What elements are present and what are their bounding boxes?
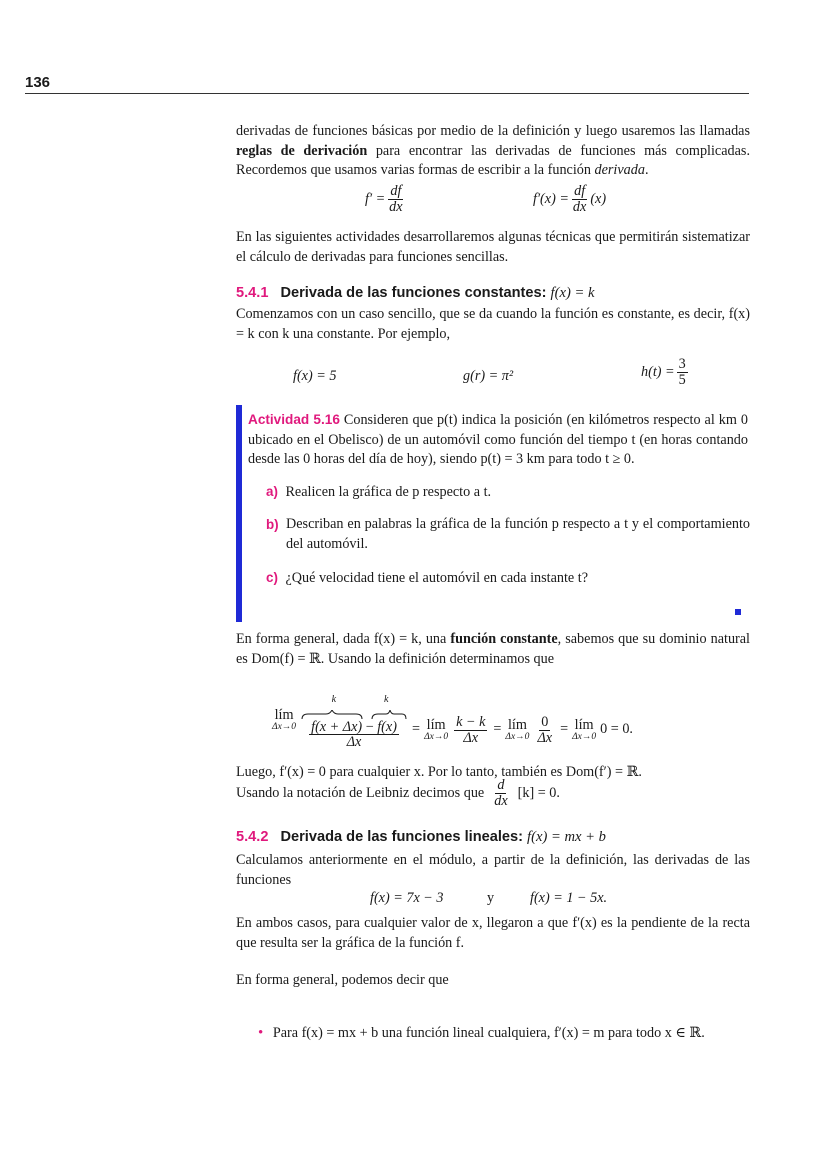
activity-item-a <box>266 482 750 503</box>
lim-word: lím <box>507 717 527 734</box>
item-text-c: ¿Qué velocidad tiene el automóvil en cada instante t? <box>285 570 589 586</box>
quotient-num <box>309 720 399 736</box>
section-heading-5-4-2 <box>236 829 750 846</box>
brace-label-2: k <box>384 694 389 705</box>
notation-b-lhs: f′(x) = <box>533 190 569 207</box>
activity-item-c <box>266 568 750 589</box>
equals-3: = <box>560 721 569 738</box>
func-a: f(x) = 7x − 3 <box>370 890 444 906</box>
minus: − <box>362 718 378 735</box>
limit-2 <box>424 718 448 742</box>
lim-sub: Δx→0 <box>424 731 449 742</box>
intro-line3: Recordemos que usamos varias formas de escribir a la función <box>236 162 595 178</box>
example-h <box>641 357 690 388</box>
lim-word: lím <box>426 717 446 734</box>
intro-paragraph <box>236 122 750 181</box>
limit-equation <box>272 690 633 750</box>
quotient-den: Δx <box>346 734 362 751</box>
bullet-marker: • <box>258 1025 264 1041</box>
bullet-text: Para f(x) = mx + b una función lineal cualquiera, f′(x) = m para todo x ∈ ℝ. <box>272 1025 705 1041</box>
activity-body: Consideren que p(t) indica la posición (en kilómetros respecto al km 0 ubicado en el Obelisco) de un automóvil como función del tiempo t (en horas contando desde las 0 horas del día de hoy), siendo p(t) = 3 km para todo t ≥ 0. <box>248 412 749 467</box>
notation-a <box>365 184 407 215</box>
section-title-math: f(x) = mx + b <box>527 829 606 845</box>
brace-labels <box>320 690 389 710</box>
kk-den: Δx <box>463 729 479 746</box>
item-label-a: a) <box>266 484 278 499</box>
notation-a-lhs: f′ = <box>365 190 386 207</box>
leibniz-frac <box>492 778 509 809</box>
intro-line2: para encontrar las derivadas de funciones más complicadas. <box>367 142 750 159</box>
general-constant-paragraph <box>236 630 750 669</box>
zero-den: Δx <box>537 729 553 746</box>
section-number: 5.4.1 <box>236 285 269 301</box>
intro-line1: derivadas de funciones básicas por medio de la definición y luego usaremos las llamadas <box>236 123 750 139</box>
intro-bold-term: reglas de derivación <box>236 142 368 159</box>
leibniz-den: dx <box>494 792 508 809</box>
section1-paragraph: Comenzamos con un caso sencillo, que se da cuando la función es constante, es decir, f(x) = k con k una constante. Por ejemplo, <box>236 306 750 342</box>
difference-quotient <box>300 690 408 750</box>
item-text-b: Describan en palabras la gráfica de la función p respecto a t y el comportamiento del automóvil. <box>286 516 750 552</box>
intro-line3-end: . <box>644 162 649 178</box>
frac-num: df <box>390 183 402 199</box>
h-num: 3 <box>678 356 686 372</box>
lim-word: lím <box>574 717 594 734</box>
page-number: 136 <box>25 74 51 91</box>
section2-paragraph-2: En ambos casos, para cualquier valor de x, llegaron a que f′(x) es la pendiente de la recta que resulta ser la gráfica de la función f. <box>236 915 750 951</box>
intro-paragraph-2: En las siguientes actividades desarrollaremos algunas técnicas que permitirán sistematizar el cálculo de derivadas para funciones sencillas. <box>236 229 750 265</box>
section-number: 5.4.2 <box>236 829 269 845</box>
brace-label-1: k <box>331 694 337 705</box>
header-rule <box>25 93 749 94</box>
zero-frac <box>535 715 554 746</box>
lim-sub: Δx→0 <box>572 731 597 742</box>
lim-word: lím <box>274 707 294 724</box>
frac-den: dx <box>389 198 403 215</box>
item-label-c: c) <box>266 570 278 585</box>
luego-line: Luego, f′(x) = 0 para cualquier x. Por lo tanto, también es Dom(f′) = ℝ. <box>236 764 642 780</box>
limit-3 <box>505 718 529 742</box>
limit-1 <box>272 708 296 732</box>
section-title-math: f(x) = k <box>550 285 595 301</box>
example-g: g(r) = π² <box>463 368 514 384</box>
lim-sub: Δx→0 <box>505 731 530 742</box>
section-heading-5-4-1 <box>236 285 750 302</box>
func-b: f(x) = 1 − 5x. <box>530 890 608 906</box>
activity-text <box>248 410 748 470</box>
notation-b <box>533 184 606 215</box>
kk-frac <box>454 715 487 746</box>
section-title: Derivada de las funciones lineales: <box>280 829 528 845</box>
notation-a-frac <box>387 184 404 215</box>
h-den: 5 <box>678 371 686 388</box>
num-part-a: f(x + Δx) <box>311 718 363 735</box>
limit-4 <box>572 718 596 742</box>
item-text-a: Realicen la gráfica de p respecto a t. <box>285 484 492 500</box>
kk-num: k − k <box>456 713 486 730</box>
section-title: Derivada de las funciones constantes: <box>280 285 551 301</box>
general-pre: En forma general, dada f(x) = k, una <box>236 631 451 647</box>
equals-2: = <box>493 721 502 738</box>
bullet-item <box>258 1024 750 1044</box>
activity-item-b <box>266 515 750 554</box>
limit-tail: 0 = 0. <box>600 721 633 738</box>
example-h-lhs: h(t) = <box>641 363 675 380</box>
func-and: y <box>487 890 495 906</box>
frac-den: dx <box>572 198 587 215</box>
leibniz-line <box>236 778 750 809</box>
quotient-frac <box>309 720 399 751</box>
zero-num: 0 <box>541 713 549 730</box>
general-post: , sabemos que su dominio natural es Dom(f) = ℝ. Usando la definición determinamos que <box>236 631 750 667</box>
notation-b-frac <box>571 184 588 215</box>
lim-sub: Δx→0 <box>272 721 297 732</box>
activity-end-mark <box>735 609 741 615</box>
general-bold: función constante <box>450 631 558 647</box>
leibniz-pre: Usando la notación de Leibniz decimos que <box>236 784 485 801</box>
leibniz-num: d <box>497 777 505 793</box>
equals-1: = <box>412 721 421 738</box>
example-h-frac <box>677 357 688 388</box>
activity-label: Actividad 5.16 <box>248 412 340 427</box>
item-label-b: b) <box>266 517 279 532</box>
notation-b-arg: (x) <box>590 190 607 207</box>
activity-bar <box>236 405 242 622</box>
section2-paragraph-3: En forma general, podemos decir que <box>236 972 449 988</box>
leibniz-post: [k] = 0. <box>517 784 560 801</box>
intro-line3-italic: derivada <box>594 162 645 178</box>
example-f: f(x) = 5 <box>293 368 337 384</box>
num-part-b: f(x) <box>377 718 397 735</box>
frac-num: df <box>574 183 586 199</box>
section2-paragraph: Calculamos anteriormente en el módulo, a partir de la definición, las derivadas de las funciones <box>236 852 750 888</box>
